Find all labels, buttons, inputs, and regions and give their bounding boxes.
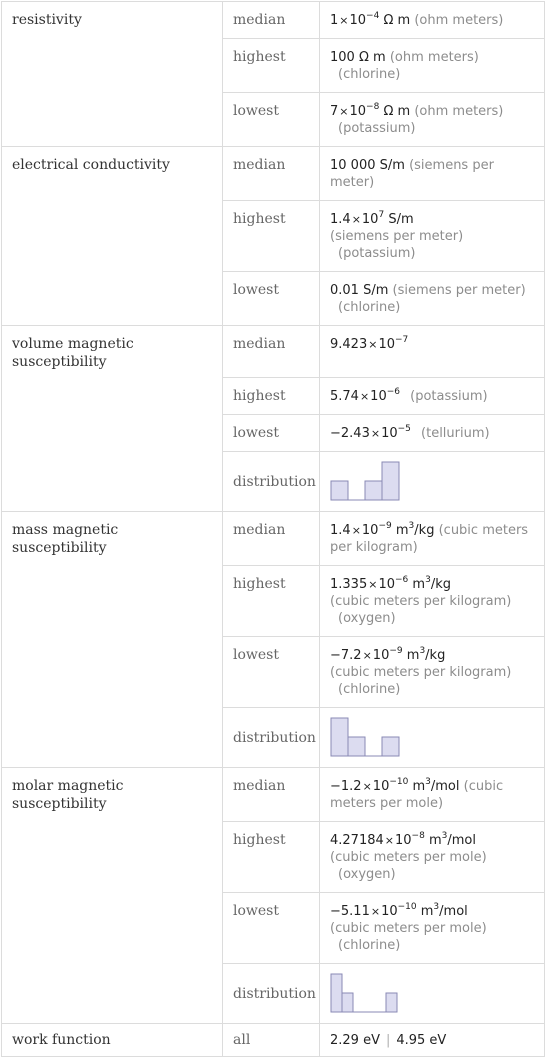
histogram-bar: [342, 993, 353, 1012]
value-resistivity-highest: 100 Ω m (ohm meters) (chlorine): [320, 39, 545, 93]
value-molarmag-highest: $4.27184\times 10^{-8}$ $m^3$/mol (cubic meters per mole) (oxygen): [320, 822, 545, 893]
stat-label: all: [223, 1024, 320, 1057]
stat-label: highest: [223, 566, 320, 637]
property-electrical-conductivity: electrical conductivity: [2, 147, 223, 326]
value-molarmag-median: $-1.2\times 10^{-10}$ $m^3$/mol (cubic meters per mole): [320, 768, 545, 822]
property-resistivity: resistivity: [2, 2, 223, 147]
histogram-molarmag-cell: [320, 964, 545, 1024]
property-table: [1, 1, 545, 1057]
stat-label: lowest: [223, 93, 320, 147]
histogram-massmag: [330, 716, 410, 758]
value-massmag-median: $1.4\times 10^{-9}$ $m^3/kg$ (cubic meters per kilogram): [320, 512, 545, 566]
stat-label: distribution: [223, 452, 320, 512]
stat-label: lowest: [223, 893, 320, 964]
histogram-bar: [386, 993, 397, 1012]
histogram-bar: [382, 737, 399, 756]
histogram-bar: [348, 737, 365, 756]
value-conductivity-lowest: 0.01 S/m (siemens per meter) (chlorine): [320, 272, 545, 326]
value-volmag-lowest: $-2.43\times 10^{-5}$ (tellurium): [320, 415, 545, 452]
stat-label: highest: [223, 201, 320, 272]
histogram-molarmag: [330, 972, 410, 1014]
histogram-bar: [331, 718, 348, 756]
stat-label: distribution: [223, 708, 320, 768]
histogram-bar: [331, 481, 348, 500]
property-work-function: work function: [2, 1024, 223, 1057]
value-resistivity-median: $1\times 10^{-4}$ Ω m (ohm meters): [320, 2, 545, 39]
stat-label: median: [223, 2, 320, 39]
value-molarmag-lowest: $-5.11\times 10^{-10}$ $m^3$/mol (cubic meters per mole) (chlorine): [320, 893, 545, 964]
histogram-volmag: [330, 460, 410, 502]
stat-label: median: [223, 147, 320, 201]
value-resistivity-lowest: $7\times 10^{-8}$ Ω m (ohm meters) (potassium): [320, 93, 545, 147]
stat-label: lowest: [223, 272, 320, 326]
stat-label: lowest: [223, 415, 320, 452]
value-massmag-lowest: $-7.2\times 10^{-9}$ $m^3/kg$ (cubic meters per kilogram) (chlorine): [320, 637, 545, 708]
histogram-bar: [331, 974, 342, 1012]
histogram-bar: [365, 481, 382, 500]
stat-label: highest: [223, 822, 320, 893]
stat-label: highest: [223, 378, 320, 415]
stat-label: median: [223, 326, 320, 378]
property-volume-magnetic-susceptibility: volume magnetic susceptibility: [2, 326, 223, 512]
histogram-bar: [382, 462, 399, 500]
value-work-function-all: 2.29 eV | 4.95 eV: [320, 1024, 545, 1057]
stat-label: lowest: [223, 637, 320, 708]
property-molar-magnetic-susceptibility: molar magnetic susceptibility: [2, 768, 223, 1024]
value-volmag-median: $9.423\times 10^{-7}$: [320, 326, 545, 378]
property-mass-magnetic-susceptibility: mass magnetic susceptibility: [2, 512, 223, 768]
histogram-massmag-cell: [320, 708, 545, 768]
value-volmag-highest: $5.74\times 10^{-6}$ (potassium): [320, 378, 545, 415]
value-massmag-highest: $1.335\times 10^{-6}$ $m^3/kg$ (cubic meters per kilogram) (oxygen): [320, 566, 545, 637]
stat-label: distribution: [223, 964, 320, 1024]
stat-label: median: [223, 512, 320, 566]
stat-label: median: [223, 768, 320, 822]
stat-label: highest: [223, 39, 320, 93]
value-conductivity-median: 10 000 S/m (siemens per meter): [320, 147, 545, 201]
histogram-volmag-cell: [320, 452, 545, 512]
value-conductivity-highest: $1.4\times 10^7$ S/m (siemens per meter) (potassium): [320, 201, 545, 272]
